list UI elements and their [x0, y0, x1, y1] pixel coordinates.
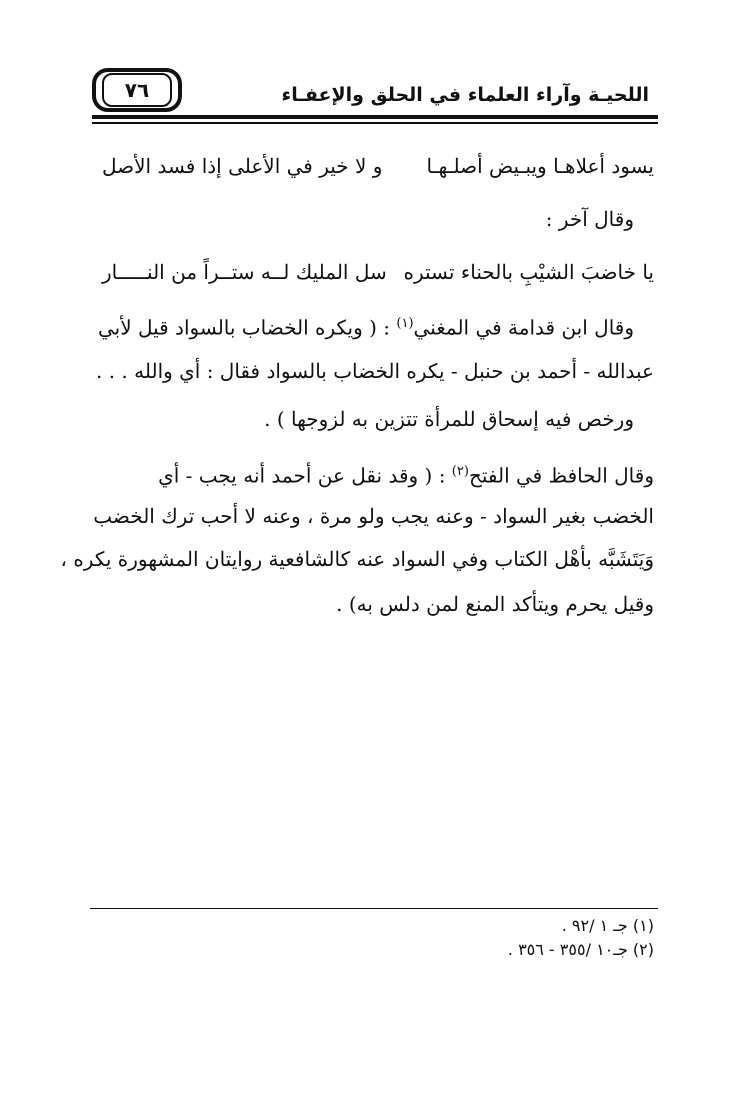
- footnote-rule: [90, 908, 658, 909]
- page-number-badge: [92, 68, 182, 112]
- page-number: ٧٦: [102, 73, 172, 107]
- footnote-ref-2: (٢): [451, 464, 469, 479]
- header-rule-thin: [92, 122, 658, 124]
- paragraph2-line2: الخضب بغير السواد - وعنه يجب ولو مرة ، وعنه لا أحب ترك الخضب: [93, 504, 654, 528]
- footnote-ref-1: (١): [396, 316, 414, 331]
- paragraph1-line1: [98, 310, 634, 342]
- paragraph2-line1-end: : ( وقد نقل عن أحمد أنه يجب - أي: [158, 463, 452, 488]
- paragraph2-line3: وَيَتَشَبَّه بأهْل الكتاب وفي السواد عنه كالشافعية روايتان المشهورة يكره ،: [60, 547, 654, 571]
- running-title: اللحيـة وآراء العلماء في الحلق والإعفـاء: [281, 84, 649, 106]
- line-other-poet: وقال آخر :: [545, 207, 634, 231]
- verse1-left-hemistich: و لا خير في الأعلى إذا فسد الأصل: [102, 154, 383, 178]
- paragraph1-line2: عبدالله - أحمد بن حنبل - يكره الخضاب بالسواد فقال : أي والله . . .: [95, 359, 654, 383]
- footnote-2: (٢) جـ١٠ /٣٥٥ - ٣٥٦ .: [507, 940, 654, 959]
- verse1-right-hemistich: يسود أعلاهـا ويبـيض أصلـهـا: [426, 154, 654, 178]
- paragraph2-line4: وقيل يحرم ويتأكد المنع لمن دلس به) .: [336, 592, 654, 616]
- footnote-1: (١) جـ ١ /٩٢ .: [561, 916, 654, 935]
- paragraph1-line1-start: وقال ابن قدامة في المغني: [413, 315, 634, 340]
- header-rule-thick: [92, 115, 658, 119]
- paragraph1-line1-end: : ( ويكره الخضاب بالسواد قيل لأبي: [97, 315, 397, 340]
- verse2-left-hemistich: سل المليك لــه ستــراً من النـــــار: [102, 260, 387, 284]
- paragraph2-line1-start: وقال الحافظ في الفتح: [468, 463, 654, 488]
- verse2-right-hemistich: يا خاضبَ الشيْبِ بالحناء تستره: [403, 260, 654, 284]
- paragraph1-line3: ورخص فيه إسحاق للمرأة تتزين به لزوجها ) .: [264, 407, 634, 431]
- paragraph2-line1: [158, 458, 654, 490]
